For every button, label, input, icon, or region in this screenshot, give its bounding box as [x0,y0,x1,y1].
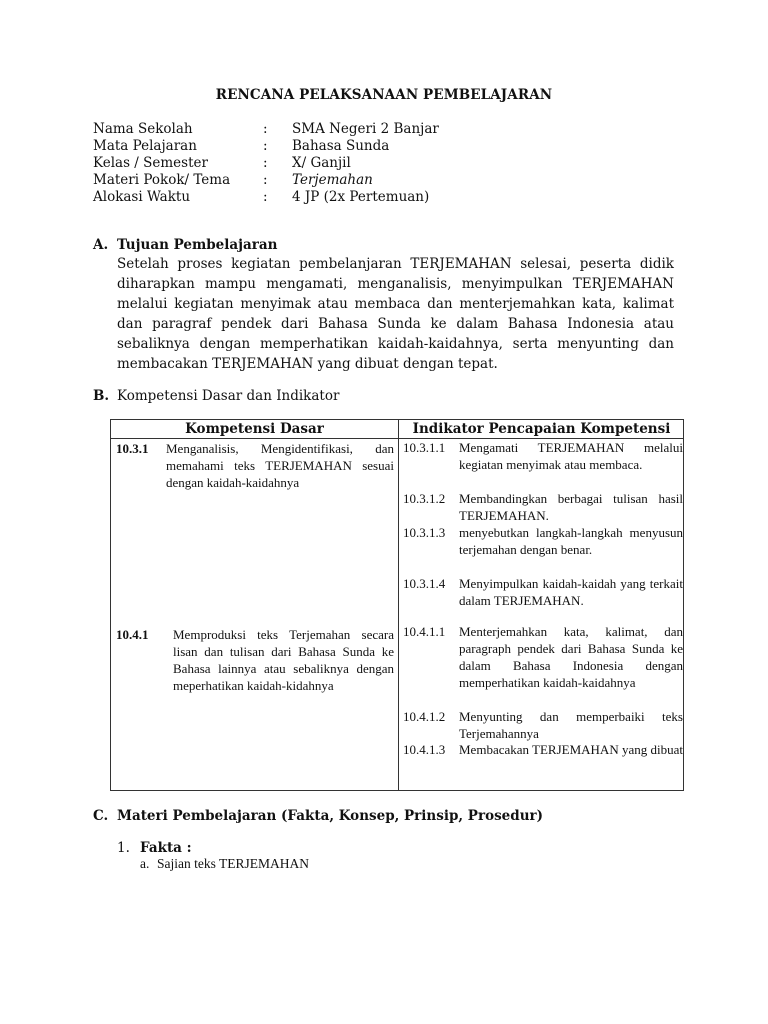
table-header-kd: Kompetensi Dasar [185,421,324,437]
section-a-paragraph: Setelah proses kegiatan pembelanjaran TERJEMAHAN selesai, peserta didik diharapkan mampu mengamati, menganalisis, menyimpulkan TERJEMAHAN melalui kegiatan menyimak atau membaca dan menterjemahkan kata, kalimat dan paragraf pendek dari Bahasa Sunda ke dalam Bahasa Indonesia atau sebaliknya dengan memperhatikan kaidah-kaidahnya, serta menyunting dan membacakan TERJEMAHAN yang dibuat dengan tepat. [117,256,674,373]
identity-separator: : [263,172,268,188]
section-c-heading [93,808,543,824]
indicator-item: 10.4.1.1 Menterjemahkan kata, kalimat, dan paragraph pendek dari Bahasa Sunda ke dalam Bahasa Indonesia dengan memperhatikan kaidah-kaidahnya [403,624,683,690]
identity-row-time [93,189,439,206]
indicator-item: 10.4.1.2 Menyunting dan memperbaiki teks Terjemahannya [403,709,683,741]
indicator-item: 10.3.1.3 menyebutkan langkah-langkah menyusun terjemahan dengan benar. [403,525,683,557]
identity-row-subject [93,138,439,155]
identity-separator: : [263,189,268,205]
indicator-text: Mengamati TERJEMAHAN melalui kegiatan menyimak atau membaca. [459,440,683,472]
section-letter: C. [93,808,109,824]
list-label: Fakta : [140,840,192,856]
indicator-text: Menyunting dan memperbaiki teks Terjemahannya [459,709,683,741]
sub-list-text: Sajian teks TERJEMAHAN [157,856,309,871]
kd-code: 10.4.1 [116,627,149,642]
identity-block [93,121,439,206]
kd-text: Menganalisis, Mengidentifikasi, dan memahami teks TERJEMAHAN sesuai dengan kaidah-kaidahnya [166,441,394,490]
table-header-indicator: Indikator Pencapaian Kompetensi [412,421,671,437]
section-letter: B. [93,388,110,404]
identity-label: Mata Pelajaran [93,138,197,154]
indicator-item: 10.4.1.3 Membacakan TERJEMAHAN yang dibuat [403,742,683,757]
indicator-item: 10.3.1.1 Mengamati TERJEMAHAN melalui kegiatan menyimak atau membaca. [403,440,683,472]
identity-row-class [93,155,439,172]
identity-separator: : [263,155,268,171]
sub-list-item [140,856,309,872]
section-letter: A. [93,237,109,253]
kd-text: Memproduksi teks Terjemahan secara lisan dan tulisan dari Bahasa Sunda ke Bahasa lainnya atau sebaliknya dengan meperhatikan kaidah-kidahnya [173,627,394,693]
identity-value: Terjemahan [292,172,373,188]
indicator-item: 10.3.1.2 Membandingkan berbagai tulisan hasil TERJEMAHAN. [403,491,683,523]
section-title: Materi Pembelajaran (Fakta, Konsep, Prinsip, Prosedur) [117,808,544,824]
document-title: RENCANA PELAKSANAAN PEMBELAJARAN [215,87,553,103]
section-title: Kompetensi Dasar dan Indikator [117,388,340,404]
identity-value: X/ Ganjil [292,155,351,171]
section-a-heading [93,237,277,253]
indicator-text: menyebutkan langkah-langkah menyusun terjemahan dengan benar. [459,525,683,557]
kd-item [116,440,394,491]
list-item [117,840,192,856]
identity-label: Materi Pokok/ Tema [93,172,231,188]
list-number: 1. [117,840,130,856]
identity-value: Bahasa Sunda [292,138,390,154]
identity-separator: : [263,138,268,154]
kd-code: 10.3.1 [116,441,149,456]
identity-row-topic [93,172,439,189]
identity-label: Alokasi Waktu [93,189,191,205]
section-title: Tujuan Pembelajaran [117,237,278,253]
identity-value: 4 JP (2x Pertemuan) [292,189,430,205]
indicator-text: Menterjemahkan kata, kalimat, dan paragraph pendek dari Bahasa Sunda ke dalam Bahasa Indonesia dengan memperhatikan kaidah-kaidahnya [459,624,683,690]
section-b-heading [93,388,339,404]
identity-label: Kelas / Semester [93,155,208,171]
kd-item [116,626,394,694]
identity-separator: : [263,121,268,137]
table-divider [398,420,399,790]
indicator-text: Menyimpulkan kaidah-kaidah yang terkait dalam TERJEMAHAN. [459,576,683,608]
sub-list-letter: a. [140,856,150,871]
competency-table [110,419,684,791]
identity-row-school [93,121,439,138]
identity-label: Nama Sekolah [93,121,193,137]
indicator-text: Membacakan TERJEMAHAN yang dibuat [459,742,683,757]
identity-value: SMA Negeri 2 Banjar [292,121,439,137]
indicator-text: Membandingkan berbagai tulisan hasil TERJEMAHAN. [459,491,683,523]
indicator-item: 10.3.1.4 Menyimpulkan kaidah-kaidah yang terkait dalam TERJEMAHAN. [403,576,683,608]
